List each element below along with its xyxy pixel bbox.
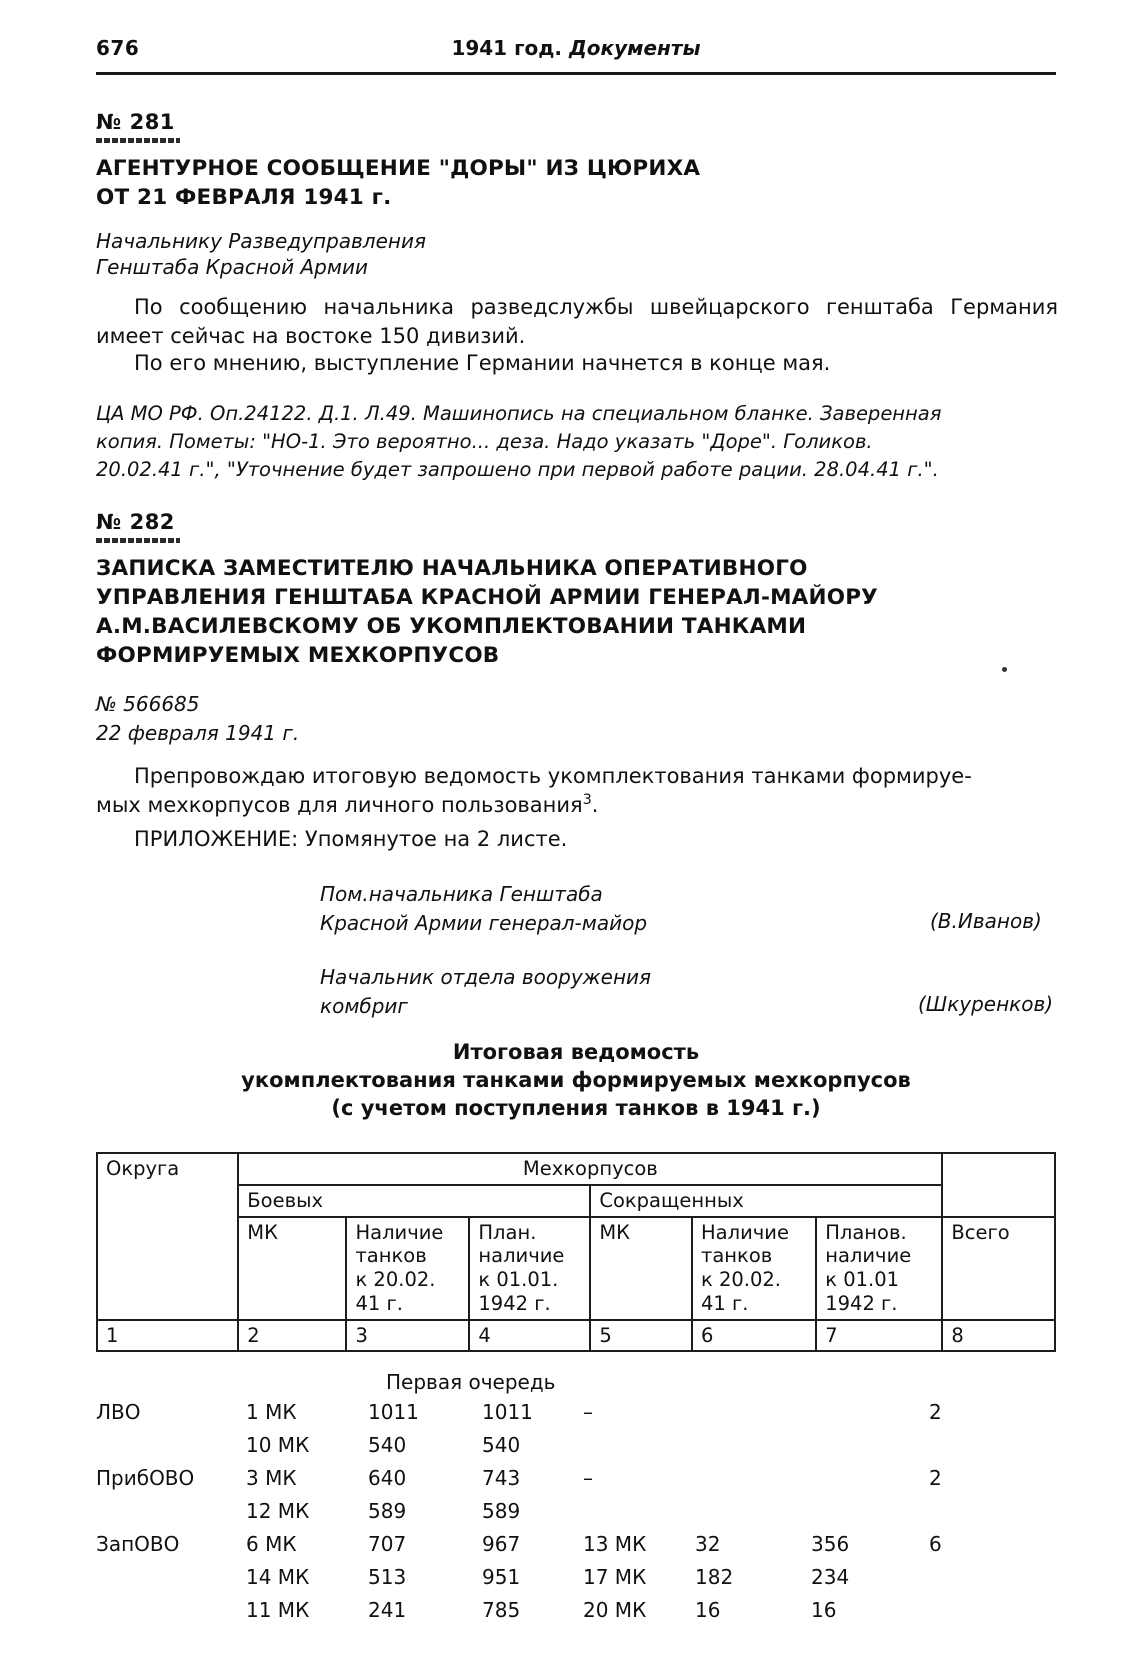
cell-okrug: ЗапОВО bbox=[96, 1532, 180, 1556]
table-header-row-3 bbox=[97, 1217, 1055, 1320]
paragraph-1-tail-text: мых мехкорпусов для личного пользования bbox=[96, 793, 583, 817]
table-header-row-1 bbox=[97, 1153, 1055, 1185]
cell-mk-boevyh: 14 МК bbox=[246, 1565, 310, 1589]
header-mehkorpusov: Мехкорпусов bbox=[238, 1153, 942, 1185]
cell-plan-2: 356 bbox=[811, 1532, 850, 1556]
cell-mk-sokr: – bbox=[583, 1466, 593, 1490]
doc-281-paragraph-2: По его мнению, выступление Германии начнется в конце мая. bbox=[134, 351, 831, 375]
header-okruga: Округа bbox=[97, 1153, 238, 1320]
cell-plan-1: 589 bbox=[482, 1499, 521, 1523]
header-nt1-l4: 41 г. bbox=[355, 1291, 403, 1315]
cell-mk-boevyh: 11 МК bbox=[246, 1598, 310, 1622]
doc-number-282: № 282 bbox=[96, 510, 175, 534]
addressee-281-line-2: Генштаба Красной Армии bbox=[96, 255, 368, 279]
colnum-1: 1 bbox=[97, 1320, 238, 1352]
header-nt2-l1: Наличие bbox=[701, 1220, 789, 1244]
cell-nalichie-1: 707 bbox=[368, 1532, 407, 1556]
cell-mk-sokr: 17 МК bbox=[583, 1565, 647, 1589]
table-row bbox=[96, 1499, 1076, 1532]
doc-number-281: № 281 bbox=[96, 110, 175, 134]
header-nt1-l3: к 20.02. bbox=[355, 1268, 436, 1292]
cell-plan-1: 1011 bbox=[482, 1400, 533, 1424]
table-row bbox=[96, 1466, 1076, 1499]
table-caption-line-2: укомплектования танками формируемых мехкорпусов bbox=[241, 1068, 911, 1092]
cell-mk-sokr: 20 МК bbox=[583, 1598, 647, 1622]
signature-1-name: (В.Иванов) bbox=[930, 909, 1042, 933]
cell-plan-1: 540 bbox=[482, 1433, 521, 1457]
cell-plan-1: 967 bbox=[482, 1532, 521, 1556]
doc-282-date: 22 февраля 1941 г. bbox=[96, 721, 300, 745]
cell-nalichie-2: 182 bbox=[695, 1565, 734, 1589]
header-rule bbox=[96, 72, 1056, 75]
colnum-5: 5 bbox=[590, 1320, 692, 1352]
signature-2-post-line-2: комбриг bbox=[320, 994, 408, 1018]
header-pn1-l4: 1942 г. bbox=[478, 1291, 551, 1315]
header-nt1-l1: Наличие bbox=[355, 1220, 444, 1244]
signature-1-post-line-1: Пом.начальника Генштаба bbox=[320, 882, 603, 906]
doc-title-282-line-3: А.М.ВАСИЛЕВСКОМУ ОБ УКОМПЛЕКТОВАНИИ ТАНКАМИ bbox=[96, 614, 807, 639]
doc-282-paragraph-1-line-1: Препровождаю итоговую ведомость укомплектования танками формируе- bbox=[134, 764, 972, 788]
colnum-2: 2 bbox=[238, 1320, 346, 1352]
running-head-year: 1941 год. bbox=[451, 36, 563, 60]
cell-vsego: 6 bbox=[929, 1532, 942, 1556]
cell-nalichie-2: 32 bbox=[695, 1532, 721, 1556]
cell-nalichie-1: 640 bbox=[368, 1466, 407, 1490]
table-caption-line-1: Итоговая ведомость bbox=[452, 1040, 700, 1064]
header-pn2-l1: Планов. bbox=[825, 1220, 907, 1244]
colnum-3: 3 bbox=[346, 1320, 469, 1352]
header-pn2-l3: к 01.01 bbox=[825, 1268, 900, 1292]
archive-ref-281-line-3: 20.02.41 г.", "Уточнение будет запрошено при первой работе рации. 28.04.41 г.". bbox=[96, 458, 939, 481]
cell-mk-boevyh: 10 МК bbox=[246, 1433, 310, 1457]
cell-plan-1: 785 bbox=[482, 1598, 521, 1622]
header-nt2-l2: танков bbox=[701, 1244, 773, 1268]
header-nalichie-tankov-2 bbox=[692, 1217, 816, 1320]
doc-title-281-line-2: ОТ 21 ФЕВРАЛЯ 1941 г. bbox=[96, 185, 392, 210]
signature-2-name: (Шкуренков) bbox=[918, 992, 1054, 1016]
doc-number-282-underline bbox=[96, 538, 180, 543]
cell-nalichie-1: 1011 bbox=[368, 1400, 419, 1424]
table-column-number-row bbox=[97, 1320, 1055, 1352]
doc-title-282-line-1: ЗАПИСКА ЗАМЕСТИТЕЛЮ НАЧАЛЬНИКА ОПЕРАТИВНОГО bbox=[96, 556, 808, 581]
header-vsego-spacer bbox=[942, 1153, 1055, 1217]
doc-281-paragraph-1: По сообщению начальника разведслужбы швейцарского генштаба Германия имеет сейчас на востоке 150 дивизий. bbox=[96, 295, 1058, 348]
addressee-281-line-1: Начальнику Разведуправления bbox=[96, 229, 426, 253]
running-head-title bbox=[96, 36, 1056, 60]
header-nt1-l2: танков bbox=[355, 1244, 427, 1268]
signature-1-post-line-2: Красной Армии генерал-майор bbox=[320, 911, 648, 935]
archive-ref-281-line-1: ЦА МО РФ. Оп.24122. Д.1. Л.49. Машинопись на специальном бланке. Заверенная bbox=[96, 402, 942, 425]
tank-allocation-table bbox=[96, 1152, 1056, 1352]
doc-number-281-underline bbox=[96, 138, 180, 143]
header-pn2-l4: 1942 г. bbox=[825, 1291, 898, 1315]
cell-vsego: 2 bbox=[929, 1400, 942, 1424]
colnum-8: 8 bbox=[942, 1320, 1055, 1352]
colnum-6: 6 bbox=[692, 1320, 816, 1352]
header-sokraschennyh: Сокращенных bbox=[590, 1185, 942, 1217]
cell-mk-boevyh: 3 МК bbox=[246, 1466, 297, 1490]
running-head-word: Документы bbox=[568, 36, 701, 60]
cell-plan-2: 234 bbox=[811, 1565, 850, 1589]
table-row bbox=[96, 1598, 1076, 1631]
cell-nalichie-1: 241 bbox=[368, 1598, 407, 1622]
tier-title: Первая очередь bbox=[386, 1370, 556, 1394]
header-boevyh: Боевых bbox=[238, 1185, 590, 1217]
colnum-4: 4 bbox=[469, 1320, 590, 1352]
header-nt2-l3: к 20.02. bbox=[701, 1268, 781, 1292]
colnum-7: 7 bbox=[816, 1320, 942, 1352]
cell-vsego: 2 bbox=[929, 1466, 942, 1490]
print-artifact-dot bbox=[1002, 667, 1007, 672]
cell-mk-sokr: 13 МК bbox=[583, 1532, 647, 1556]
cell-mk-boevyh: 1 МК bbox=[246, 1400, 297, 1424]
cell-plan-1: 951 bbox=[482, 1565, 521, 1589]
header-pn2-l2: наличие bbox=[825, 1244, 912, 1268]
archive-ref-281-line-2: копия. Пометы: "НО-1. Это вероятно... деза. Надо указать "Доре". Голиков. bbox=[96, 430, 873, 453]
doc-title-282-line-4: ФОРМИРУЕМЫХ МЕХКОРПУСОВ bbox=[96, 643, 500, 668]
cell-plan-1: 743 bbox=[482, 1466, 521, 1490]
table-row bbox=[96, 1433, 1076, 1466]
header-pn1-l1: План. bbox=[478, 1220, 537, 1244]
footnote-marker-3: 3 bbox=[582, 792, 592, 808]
header-plan-nalichie-1 bbox=[469, 1217, 590, 1320]
cell-mk-boevyh: 6 МК bbox=[246, 1532, 297, 1556]
header-mk-boevyh: МК bbox=[238, 1217, 346, 1320]
cell-okrug: ПрибОВО bbox=[96, 1466, 195, 1490]
doc-title-282-line-2: УПРАВЛЕНИЯ ГЕНШТАБА КРАСНОЙ АРМИИ ГЕНЕРАЛ-МАЙОРУ bbox=[96, 585, 878, 610]
header-vsego: Всего bbox=[942, 1217, 1055, 1320]
header-mk-sokraschennyh: МК bbox=[590, 1217, 692, 1320]
table-row bbox=[96, 1532, 1076, 1565]
cell-nalichie-1: 540 bbox=[368, 1433, 407, 1457]
cell-okrug: ЛВО bbox=[96, 1400, 141, 1424]
header-pn1-l2: наличие bbox=[478, 1244, 565, 1268]
header-planov-nalichie-2 bbox=[816, 1217, 942, 1320]
doc-282-attachment-line: ПРИЛОЖЕНИЕ: Упомянутое на 2 листе. bbox=[134, 827, 568, 851]
cell-mk-sokr: – bbox=[583, 1400, 593, 1424]
signature-2-post-line-1: Начальник отдела вооружения bbox=[320, 965, 652, 989]
cell-nalichie-1: 513 bbox=[368, 1565, 407, 1589]
doc-title-281-line-1: АГЕНТУРНОЕ СООБЩЕНИЕ "ДОРЫ" ИЗ ЦЮРИХА bbox=[96, 156, 701, 181]
table-header-row-2 bbox=[97, 1185, 1055, 1217]
cell-mk-boevyh: 12 МК bbox=[246, 1499, 310, 1523]
doc-282-paragraph-1-line-2 bbox=[96, 791, 1058, 820]
table-row bbox=[96, 1400, 1076, 1433]
header-nt2-l4: 41 г. bbox=[701, 1291, 749, 1315]
table-row bbox=[96, 1565, 1076, 1598]
table-caption-line-3: (с учетом поступления танков в 1941 г.) bbox=[331, 1096, 821, 1120]
running-head bbox=[96, 36, 1056, 70]
header-nalichie-tankov-1 bbox=[346, 1217, 469, 1320]
header-pn1-l3: к 01.01. bbox=[478, 1268, 559, 1292]
table-data-area bbox=[96, 1370, 1076, 1631]
paragraph-1-period: . bbox=[591, 793, 599, 817]
cell-nalichie-2: 16 bbox=[695, 1598, 721, 1622]
doc-282-id: № 566685 bbox=[96, 692, 200, 716]
cell-nalichie-1: 589 bbox=[368, 1499, 407, 1523]
cell-plan-2: 16 bbox=[811, 1598, 837, 1622]
page-number: 676 bbox=[96, 36, 140, 60]
